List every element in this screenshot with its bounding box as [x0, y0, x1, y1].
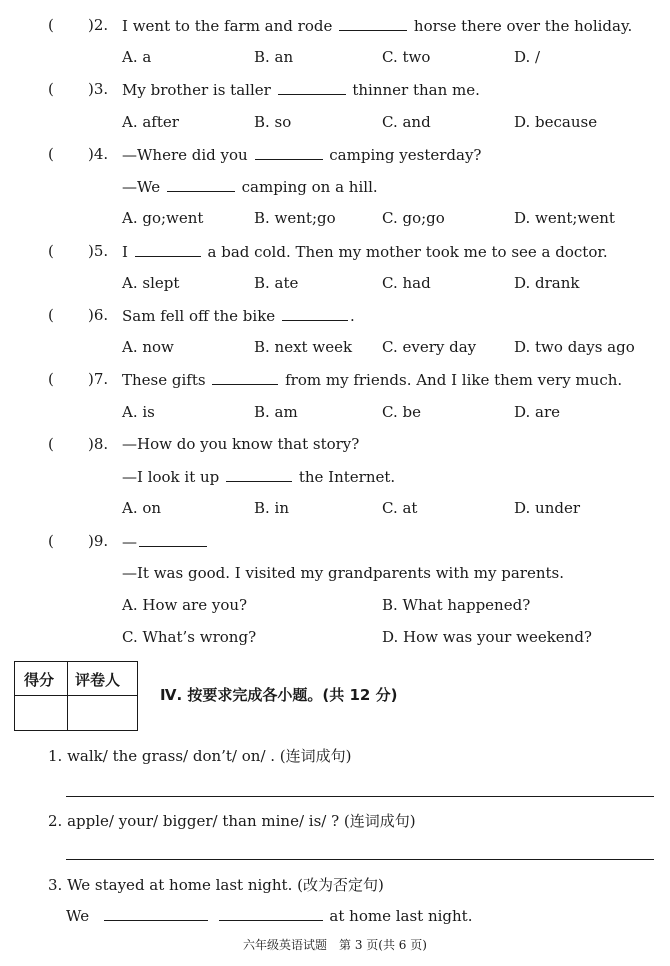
answer-blank[interactable] — [255, 145, 323, 160]
option-a[interactable]: A. a — [122, 48, 152, 66]
question-stem: I went to the farm and rode horse there over the holiday. — [122, 17, 633, 35]
answer-blank[interactable] — [212, 370, 278, 385]
option-c[interactable]: C. and — [382, 113, 431, 131]
option-d[interactable]: D. two days ago — [514, 338, 635, 356]
answer-blank[interactable] — [139, 532, 207, 547]
option-b[interactable]: B. went;go — [254, 209, 336, 227]
question-stem: — — [122, 532, 209, 551]
question-sub-line: —We camping on a hill. — [122, 178, 378, 196]
option-d[interactable]: D. because — [514, 113, 598, 131]
task-prompt: 3. We stayed at home last night. (改为否定句) — [48, 876, 384, 894]
question-sub-line: —It was good. I visited my grandparents with my parents. — [122, 564, 565, 582]
option-b[interactable]: B. next week — [254, 338, 353, 356]
answer-blank[interactable] — [167, 177, 235, 192]
option-a[interactable]: A. on — [122, 499, 162, 517]
answer-blank[interactable] — [135, 242, 201, 257]
question-stem: —Where did you camping yesterday? — [122, 146, 482, 164]
option-c[interactable]: C. had — [382, 274, 431, 292]
option-a[interactable]: A. now — [122, 338, 174, 356]
option-c[interactable]: C. What’s wrong? — [122, 628, 257, 646]
option-b[interactable]: B. so — [254, 113, 292, 131]
option-b[interactable]: B. in — [254, 499, 290, 517]
option-d[interactable]: D. drank — [514, 274, 580, 292]
option-d[interactable]: D. under — [514, 499, 580, 517]
option-d[interactable]: D. are — [514, 403, 561, 421]
option-c[interactable]: C. every day — [382, 338, 477, 356]
question-sub-line: —I look it up the Internet. — [122, 468, 396, 486]
answer-blank[interactable] — [282, 306, 348, 321]
option-a[interactable]: A. is — [122, 403, 155, 421]
page-footer: 六年级英语试题 第 3 页(共 6 页) — [243, 938, 427, 952]
option-b[interactable]: B. an — [254, 48, 294, 66]
option-c[interactable]: C. two — [382, 48, 431, 66]
task-prompt: 1. walk/ the grass/ don’t/ on/ . (连词成句) — [48, 747, 352, 765]
option-b[interactable]: B. am — [254, 403, 298, 421]
question-stem: These gifts from my friends. And I like them very much. — [122, 371, 623, 389]
option-a[interactable]: A. How are you? — [122, 596, 248, 614]
option-d[interactable]: D. went;went — [514, 209, 615, 227]
option-a[interactable]: A. after — [122, 113, 179, 131]
question-stem: Sam fell off the bike . — [122, 307, 355, 325]
option-c[interactable]: C. be — [382, 403, 421, 421]
score-header: 得分 — [24, 671, 55, 689]
table-divider — [67, 662, 68, 730]
option-d[interactable]: D. How was your weekend? — [382, 628, 592, 646]
table-divider — [15, 695, 137, 696]
question-stem: —How do you know that story? — [122, 435, 360, 453]
grader-header: 评卷人 — [75, 671, 121, 689]
section-title: Ⅳ. 按要求完成各小题。(共 12 分) — [160, 686, 398, 704]
question-stem: I a bad cold. Then my mother took me to see a doctor. — [122, 243, 608, 261]
answer-line[interactable] — [66, 796, 654, 797]
option-b[interactable]: B. ate — [254, 274, 299, 292]
task-prompt: 2. apple/ your/ bigger/ than mine/ is/ ? (连词成句) — [48, 812, 416, 830]
task-answer-line: We at home last night. — [66, 907, 473, 925]
option-c[interactable]: C. go;go — [382, 209, 445, 227]
answer-blank[interactable] — [278, 80, 346, 95]
answer-blank[interactable] — [104, 906, 208, 921]
option-a[interactable]: A. slept — [122, 274, 180, 292]
answer-blank[interactable] — [219, 906, 323, 921]
answer-blank[interactable] — [226, 467, 292, 482]
option-b[interactable]: B. What happened? — [382, 596, 531, 614]
answer-line[interactable] — [66, 859, 654, 860]
option-a[interactable]: A. go;went — [122, 209, 204, 227]
answer-blank[interactable] — [339, 16, 407, 31]
option-c[interactable]: C. at — [382, 499, 418, 517]
option-d[interactable]: D. / — [514, 48, 541, 66]
question-stem: My brother is taller thinner than me. — [122, 81, 480, 99]
score-table — [14, 661, 138, 731]
